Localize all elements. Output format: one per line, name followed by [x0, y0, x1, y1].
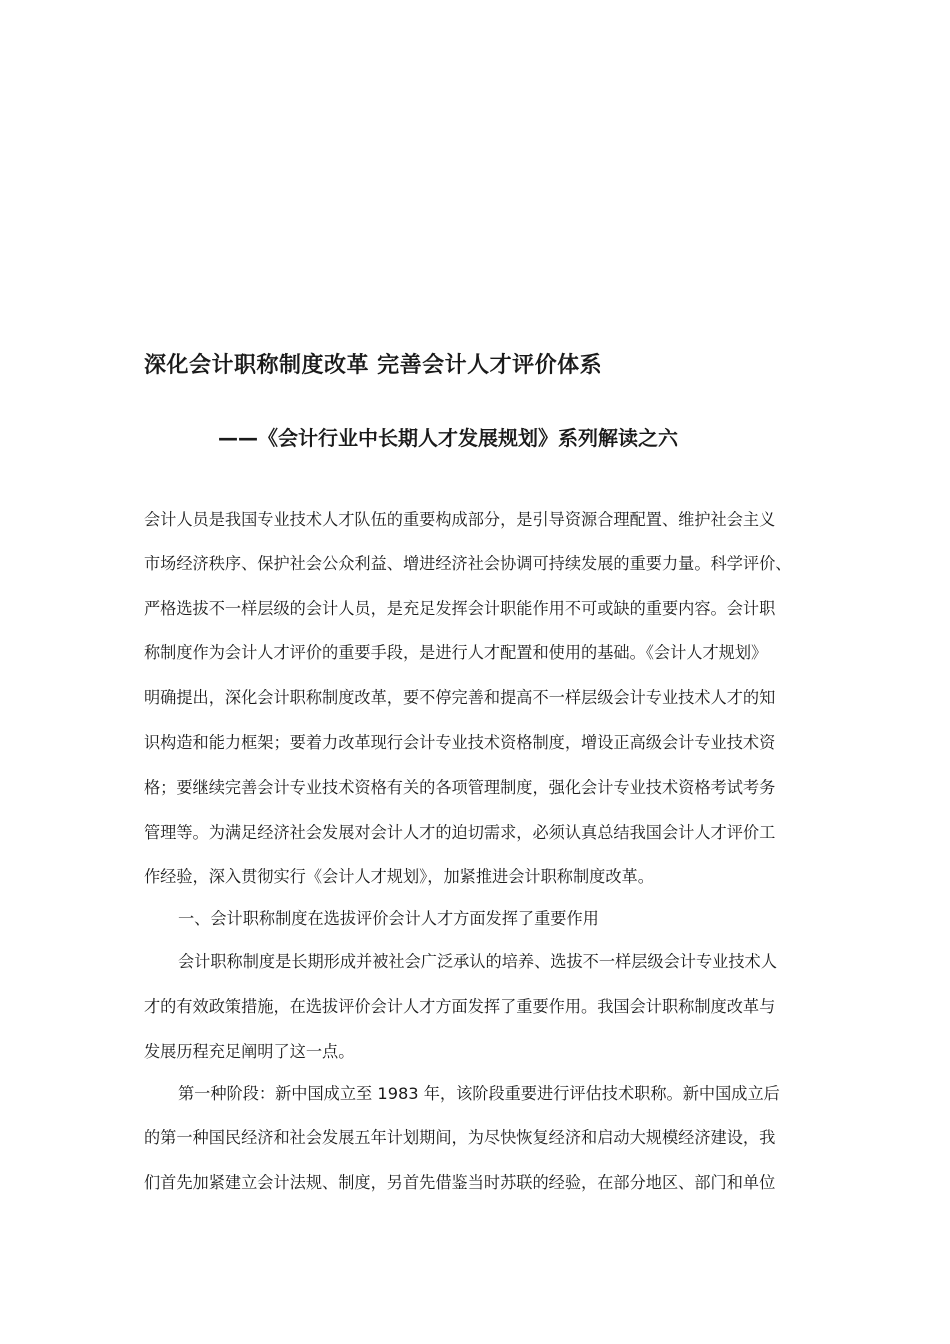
paragraph-line: 作经验，深入贯彻实行《会计人才规划》，加紧推进会计职称制度改革。: [144, 867, 654, 886]
paragraph-line: 称制度作为会计人才评价的重要手段，是进行人才配置和使用的基础。《会计人才规划》: [144, 643, 768, 662]
paragraph-line: 的第一种国民经济和社会发展五年计划期间，为尽快恢复经济和启动大规模经济建设，我: [144, 1128, 776, 1147]
paragraph-line: 发展历程充足阐明了这一点。: [144, 1042, 355, 1061]
paragraph-line: 们首先加紧建立会计法规、制度，另首先借鉴当时苏联的经验，在部分地区、部门和单位: [144, 1173, 776, 1192]
document-title: 深化会计职称制度改革 完善会计人才评价体系: [144, 353, 603, 378]
document-subtitle: ——《会计行业中长期人才发展规划》系列解读之六: [218, 426, 678, 450]
paragraph-line: 明确提出，深化会计职称制度改革，要不停完善和提高不一样层级会计专业技术人才的知: [144, 688, 776, 707]
paragraph-line: 严格选拔不一样层级的会计人员，是充足发挥会计职能作用不可或缺的重要内容。会计职: [144, 599, 776, 618]
paragraph-line: 才的有效政策措施，在选拔评价会计人才方面发挥了重要作用。我国会计职称制度改革与: [144, 997, 776, 1016]
paragraph-line: 会计职称制度是长期形成并被社会广泛承认的培养、选拔不一样层级会计专业技术人: [178, 952, 777, 971]
paragraph-line: 管理等。为满足经济社会发展对会计人才的迫切需求，必须认真总结我国会计人才评价工: [144, 823, 776, 842]
paragraph-line: 识构造和能力框架；要着力改革现行会计专业技术资格制度，增设正高级会计专业技术资: [144, 733, 776, 752]
paragraph-line: 格；要继续完善会计专业技术资格有关的各项管理制度，强化会计专业技术资格考试考务: [144, 778, 776, 797]
paragraph-line: 市场经济秩序、保护社会公众利益、增进经济社会协调可持续发展的重要力量。科学评价、: [144, 554, 792, 573]
paragraph-line: 第一种阶段：新中国成立至 1983 年，该阶段重要进行评估技术职称。新中国成立后: [178, 1084, 780, 1103]
section-heading: 一、会计职称制度在选拔评价会计人才方面发挥了重要作用: [178, 909, 599, 928]
paragraph-line: 会计人员是我国专业技术人才队伍的重要构成部分，是引导资源合理配置、维护社会主义: [144, 510, 776, 529]
